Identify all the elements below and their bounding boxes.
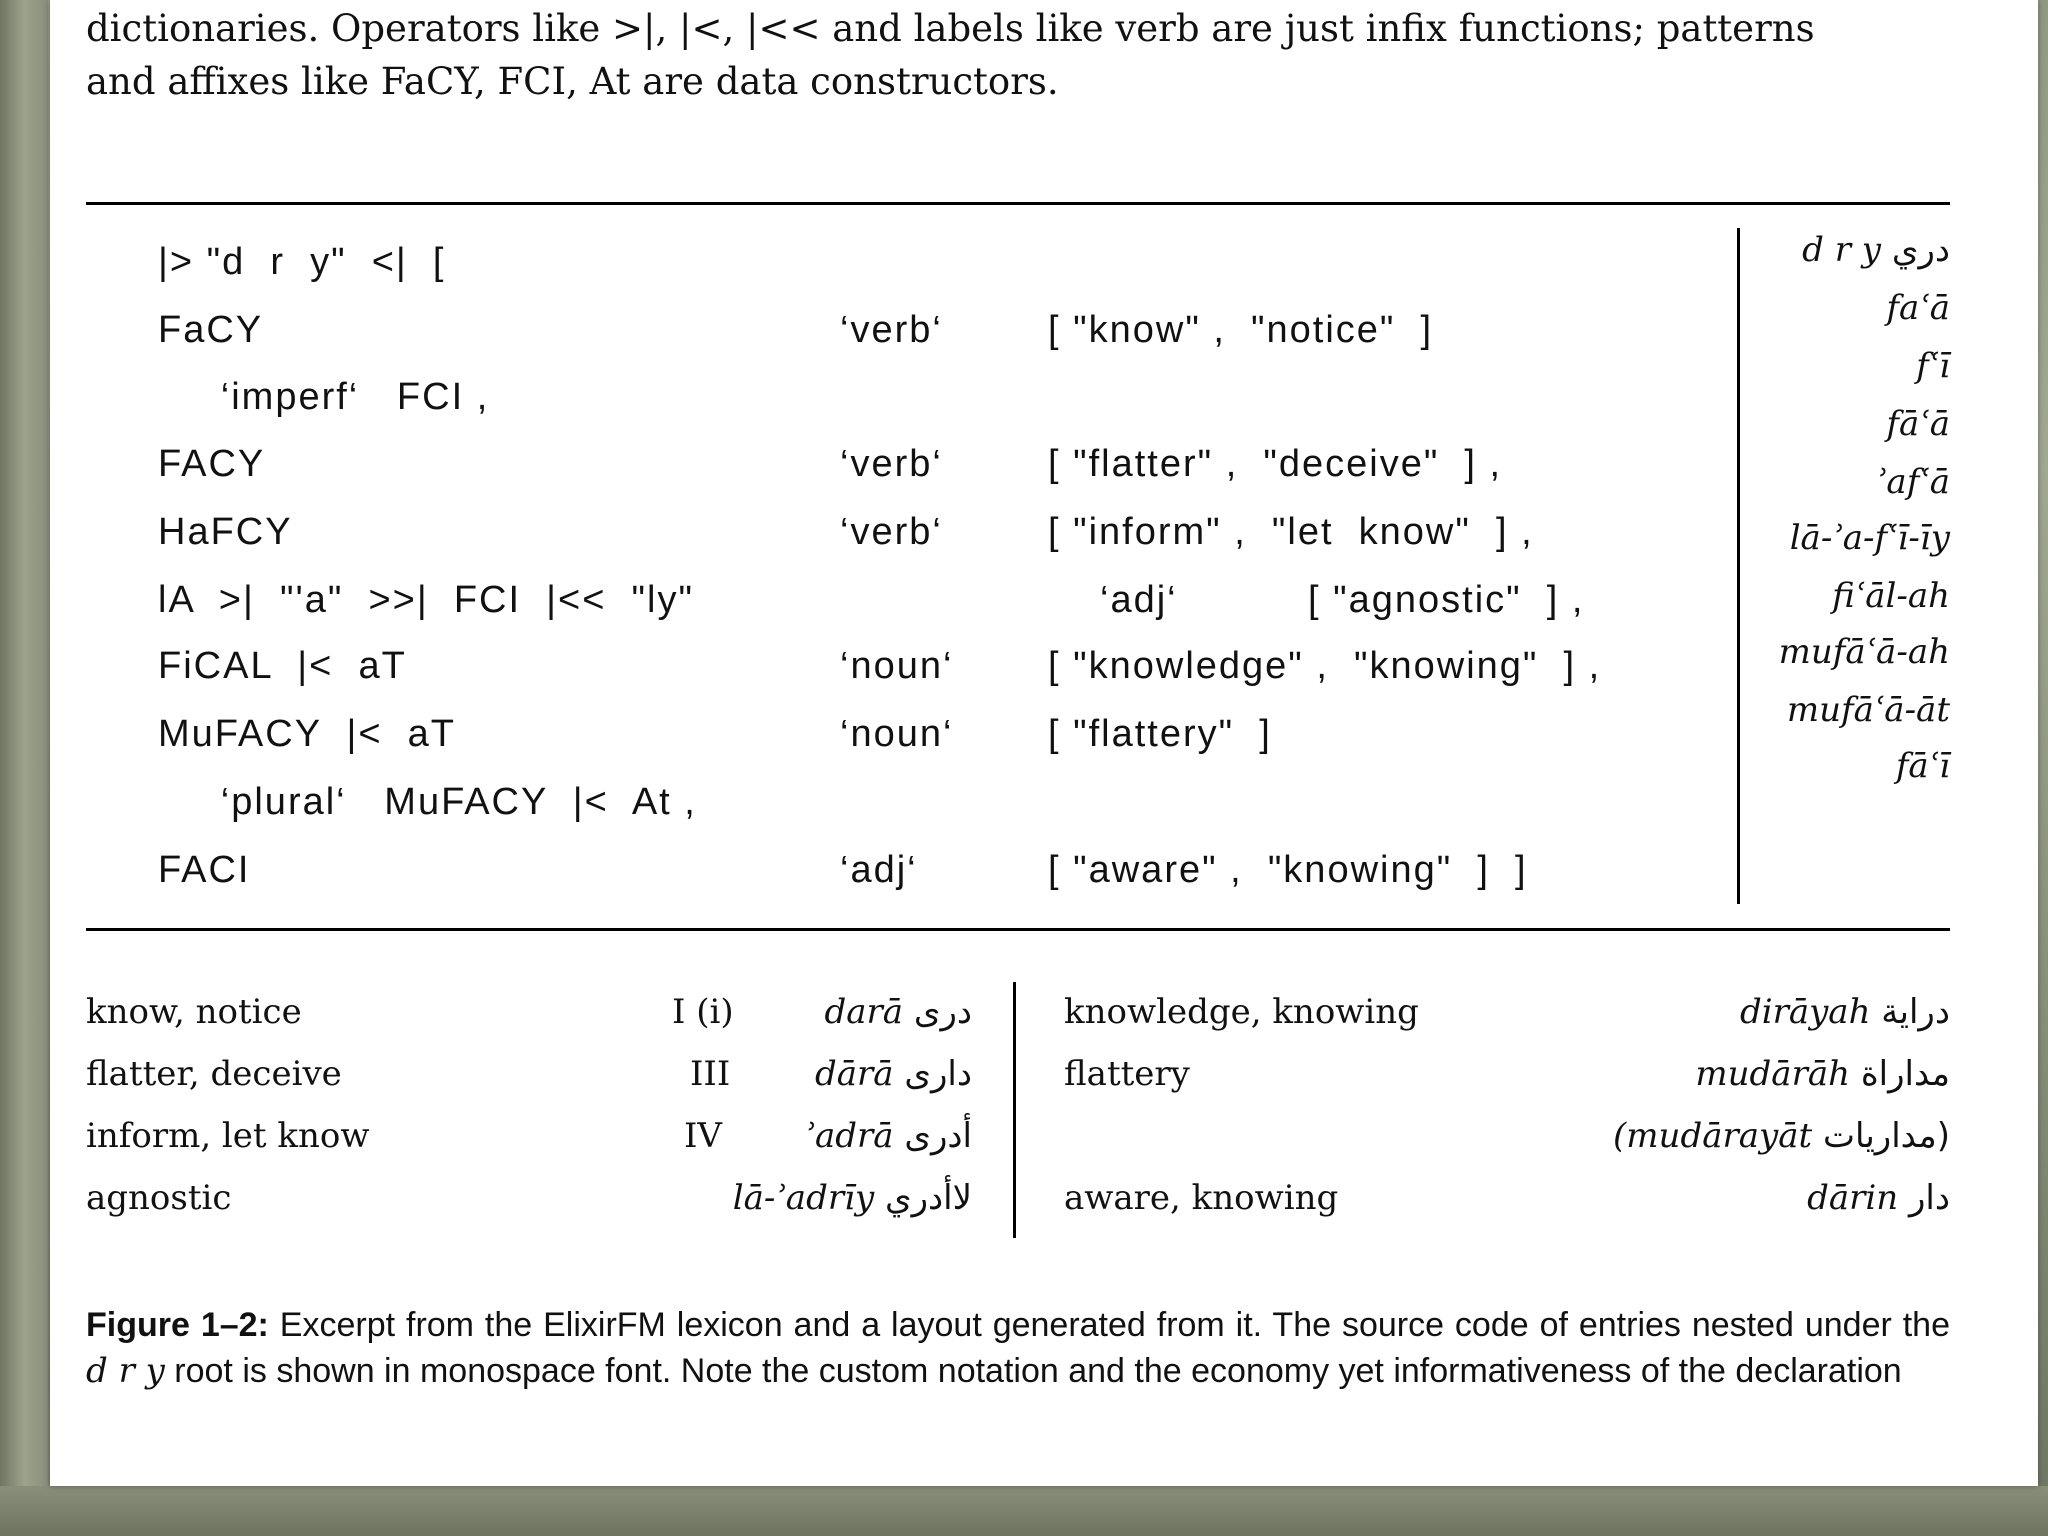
- pattern-item: fāʿā: [1886, 404, 1950, 444]
- code-pattern: HaFCY: [158, 511, 293, 553]
- table-entry: (mudārayāt مداريات): [1613, 1116, 1950, 1156]
- code-gloss: [ "know" , "notice" ]: [1048, 309, 1434, 351]
- table-gloss: knowledge, knowing: [1064, 992, 1419, 1032]
- intro-line-2: and affixes like FaCY, FCI, At are data constructors.: [86, 60, 1059, 103]
- pattern-item: mufāʿā-ah: [1778, 632, 1950, 672]
- table-form: I (i): [672, 992, 734, 1032]
- code-gloss: [ "flatter" , "deceive" ] ,: [1048, 443, 1503, 485]
- code-gloss: [ "aware" , "knowing" ] ]: [1048, 849, 1528, 891]
- pattern-item: fiʿāl-ah: [1832, 576, 1950, 616]
- code-tag: ‘adj‘: [1100, 579, 1178, 621]
- table-gloss: agnostic: [86, 1178, 232, 1218]
- table-divider: [1013, 982, 1016, 1238]
- code-gloss: [ "knowledge" , "knowing" ] ,: [1048, 645, 1602, 687]
- code-pattern: FiCAL |< aT: [158, 645, 407, 687]
- table-gloss: flatter, deceive: [86, 1054, 342, 1094]
- code-pattern: ‘plural‘ MuFACY |< At ,: [158, 781, 697, 823]
- root-arabic: دري: [1891, 230, 1950, 270]
- code-gloss: [ "inform" , "let know" ] ,: [1048, 511, 1534, 553]
- code-tag: ‘noun‘: [840, 713, 954, 755]
- code-tag: ‘noun‘: [840, 645, 954, 687]
- code-tag: ‘verb‘: [840, 511, 943, 553]
- intro-paragraph: [86, 2, 1986, 108]
- table-entry: ʾadrā أدرى: [804, 1116, 972, 1156]
- table-entry: darā درى: [824, 992, 972, 1032]
- code-gloss: [ "agnostic" ] ,: [1308, 579, 1585, 621]
- bottom-frame-strip: [0, 1486, 2048, 1536]
- pattern-item: mufāʿā-āt: [1786, 690, 1950, 730]
- code-pattern: lA >| "'a" >>| FCI |<< "ly": [158, 579, 694, 621]
- top-rule: [86, 202, 1950, 205]
- pattern-item: fʿī: [1916, 346, 1950, 386]
- pattern-item: lā-ʾa-fʿī-īy: [1789, 518, 1950, 558]
- table-entry: lā-ʾadrīy لاأدري: [732, 1178, 972, 1218]
- code-divider: [1737, 228, 1740, 904]
- code-pattern: FaCY: [158, 309, 264, 351]
- code-tag: ‘verb‘: [840, 443, 943, 485]
- code-gloss: [ "flattery" ]: [1048, 713, 1272, 755]
- left-frame-strip: [0, 0, 48, 1536]
- code-pattern: FACY: [158, 443, 266, 485]
- table-form: IV: [684, 1116, 722, 1156]
- pattern-item: faʿā: [1886, 288, 1950, 328]
- code-pattern: MuFACY |< aT: [158, 713, 456, 755]
- table-entry: dirāyah دراية: [1739, 992, 1950, 1032]
- table-gloss: aware, knowing: [1064, 1178, 1339, 1218]
- code-pattern: FACI: [158, 849, 251, 891]
- code-pattern: ‘imperf‘ FCI ,: [158, 376, 490, 418]
- code-tag: ‘verb‘: [840, 309, 943, 351]
- table-gloss: know, notice: [86, 992, 302, 1032]
- table-entry: dārin دار: [1807, 1178, 1950, 1218]
- root-translit: d r y: [1802, 230, 1882, 270]
- table-form: III: [690, 1054, 731, 1094]
- code-tag: ‘adj‘: [840, 849, 918, 891]
- code-line-root: |> "d r y" <| [: [158, 241, 446, 283]
- table-gloss: inform, let know: [86, 1116, 370, 1156]
- figure-label: Figure 1–2:: [86, 1306, 269, 1344]
- bottom-rule: [86, 928, 1950, 931]
- table-entry: dārā دارى: [815, 1054, 972, 1094]
- intro-line-1: dictionaries. Operators like >|, |<, |<< and labels like verb are just infix functions; patterns: [86, 7, 1815, 50]
- table-entry: mudārāh مداراة: [1695, 1054, 1950, 1094]
- pattern-root: [1802, 228, 1950, 272]
- figure-caption: Figure 1–2: Excerpt from the ElixirFM lexicon and a layout generated from it. The source code of entries nested under the d r y root is shown in monospace font. Note the custom notation and the economy yet informativeness of the declaration: [86, 1306, 1950, 1391]
- pattern-item: ʾafʿā: [1875, 462, 1950, 502]
- table-gloss: flattery: [1064, 1054, 1190, 1094]
- pattern-item: fāʿī: [1895, 746, 1950, 786]
